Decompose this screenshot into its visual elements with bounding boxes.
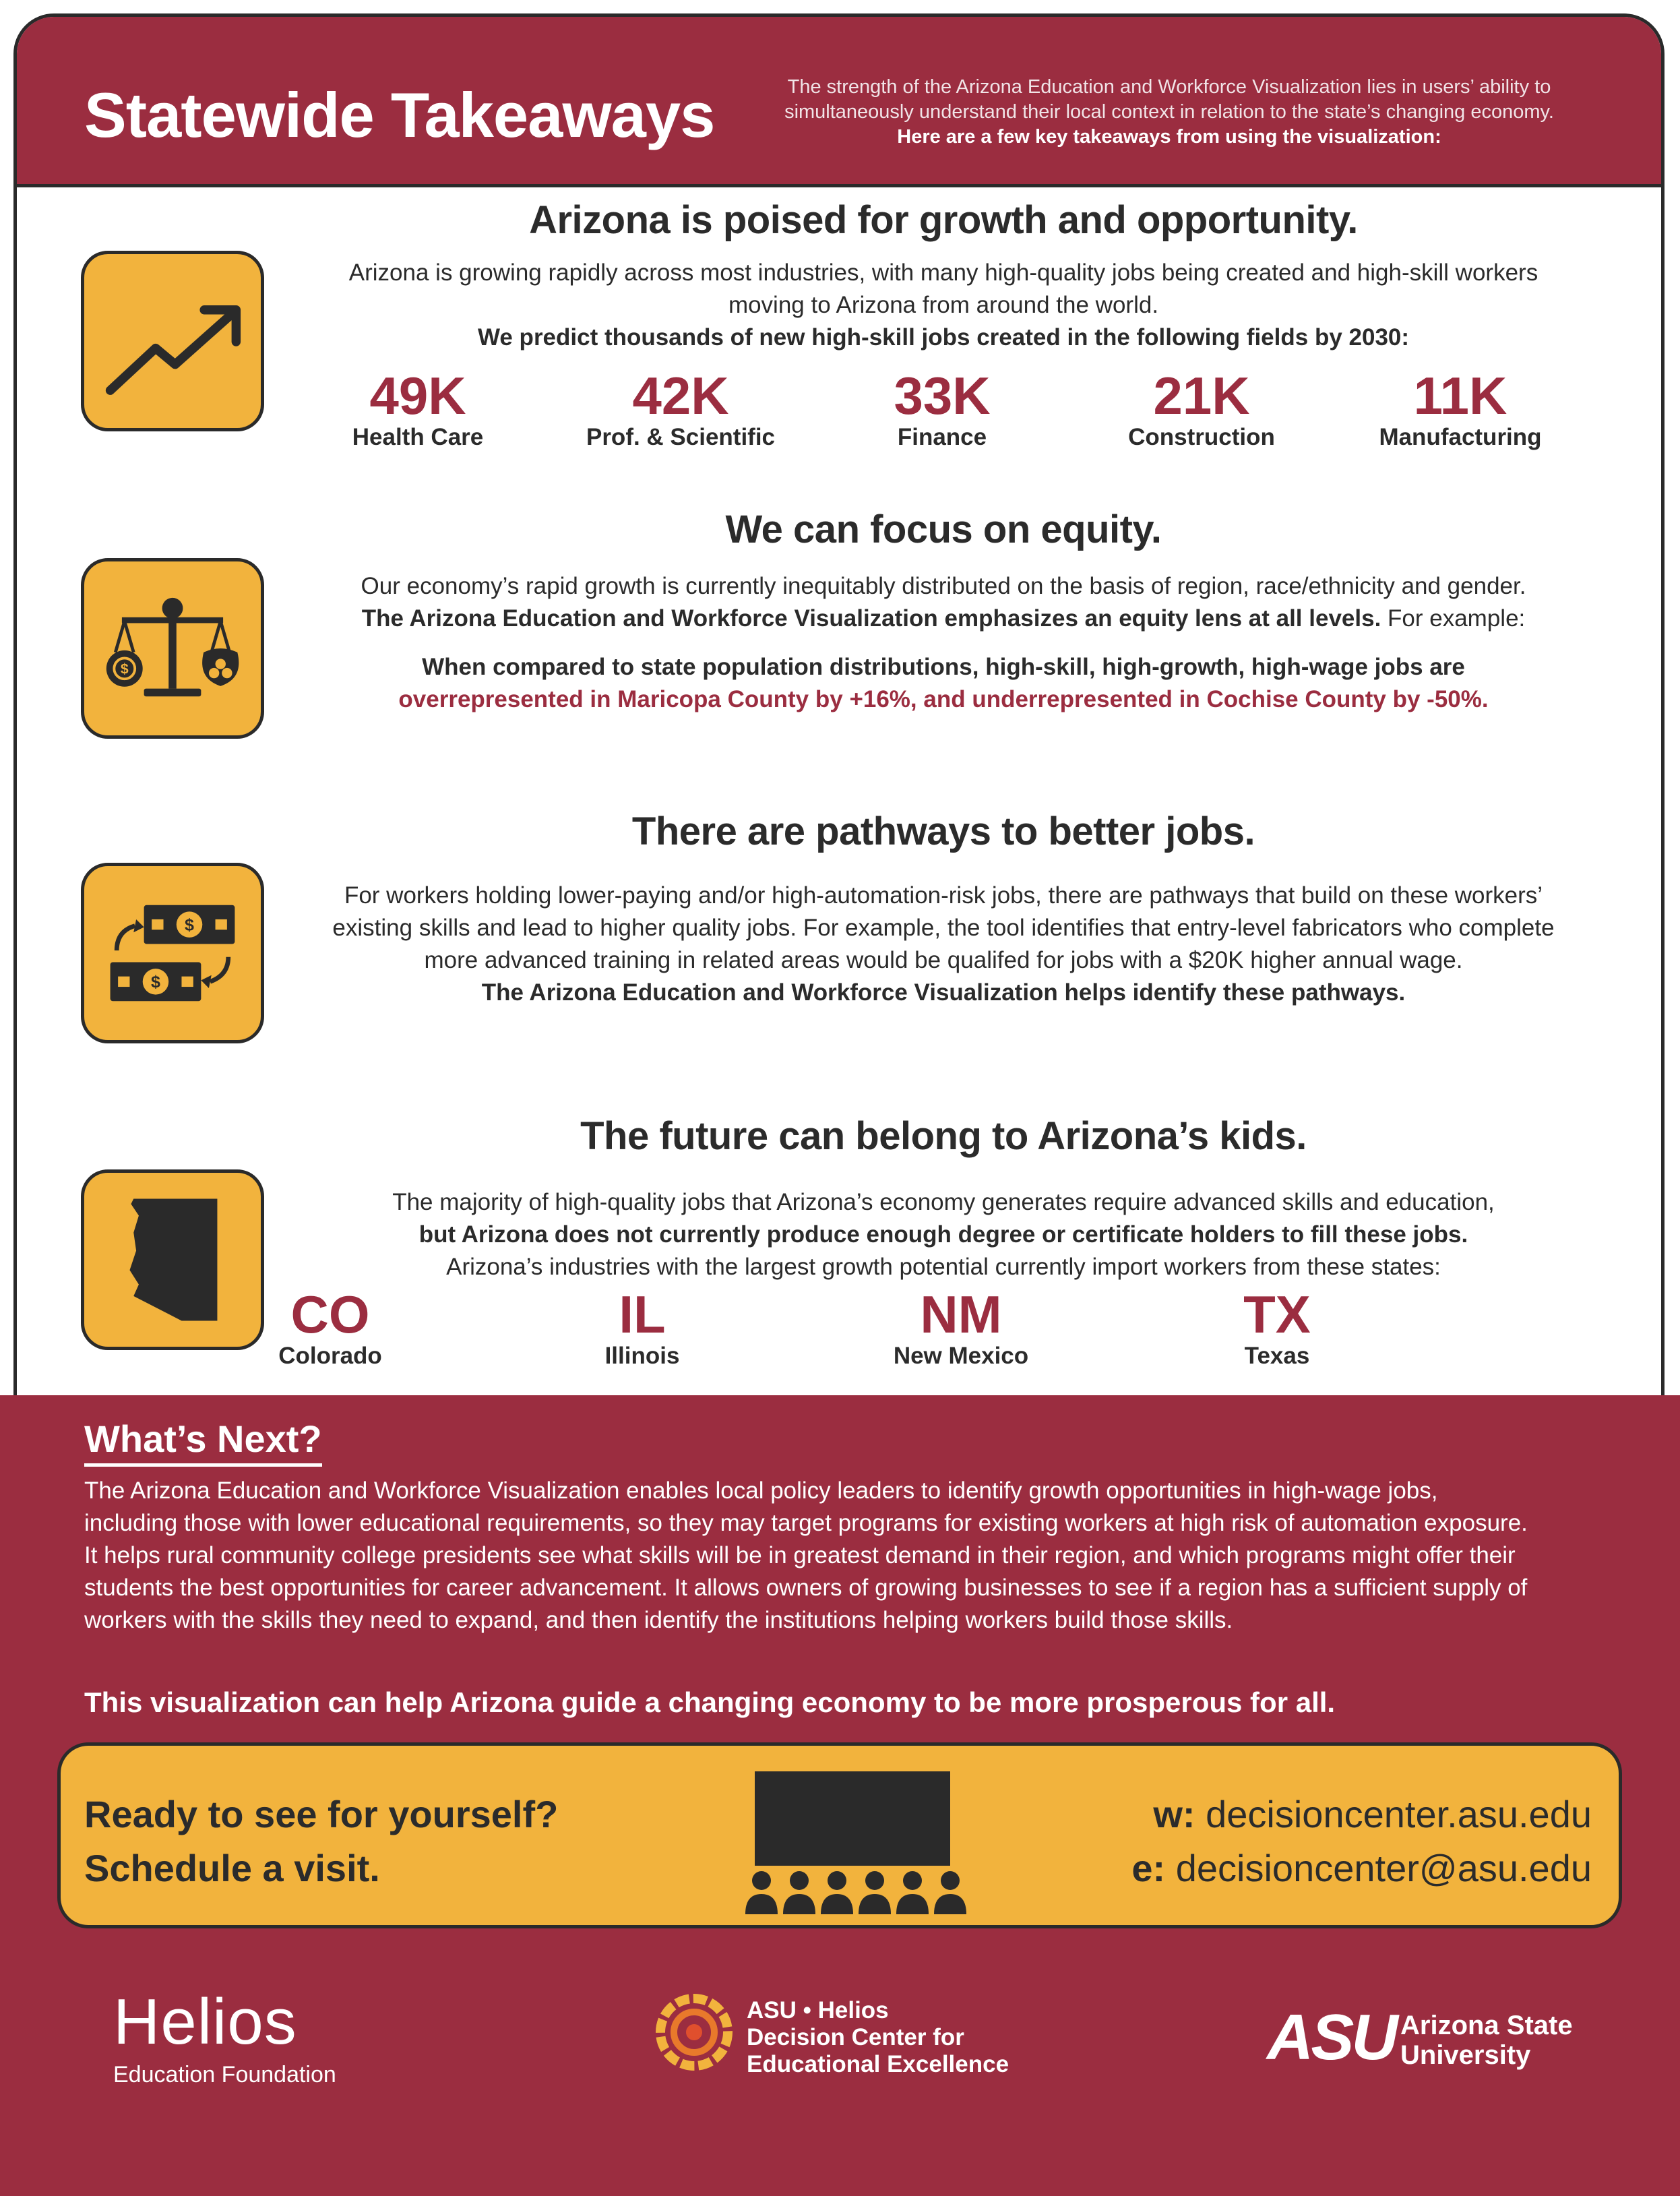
cta-line: Ready to see for yourself? <box>84 1793 559 1835</box>
state-name: Texas <box>1244 1343 1310 1369</box>
whats-next-body <box>84 1475 1621 1637</box>
dcee-line: Educational Excellence <box>747 2051 1009 2077</box>
state-name: Colorado <box>278 1343 382 1369</box>
website-link[interactable] <box>1131 1788 1592 1841</box>
whats-next-section <box>0 1395 1680 2196</box>
body-line <box>297 603 1590 635</box>
stat-label: Health Care <box>352 424 484 450</box>
email-label: e: <box>1131 1847 1166 1889</box>
asu-logo-mark: ASU <box>1267 2001 1396 2073</box>
page-title: Statewide Takeaways <box>84 80 715 150</box>
body-line: The Arizona Education and Workforce Visualization enables local policy leaders to identify growth opportunities in high-wage jobs, <box>84 1477 1438 1504</box>
stat-construction <box>1080 367 1323 451</box>
state-colorado <box>209 1286 452 1370</box>
body-line: existing skills and lead to higher quality jobs. For example, the tool identifies that entry-level fabricators who complete <box>332 915 1555 941</box>
email-value: decisioncenter@asu.edu <box>1165 1847 1592 1889</box>
state-name: Illinois <box>604 1343 680 1369</box>
cta-contact <box>1131 1788 1592 1895</box>
body-bold: The Arizona Education and Workforce Visualization emphasizes an equity lens at all levels. <box>361 605 1381 632</box>
state-code: NM <box>920 1285 1002 1344</box>
svg-text:$: $ <box>185 915 194 935</box>
money-exchange-icon <box>81 863 264 1043</box>
asu-line: University <box>1400 2040 1531 2070</box>
svg-text:$: $ <box>151 973 160 992</box>
section-title: Arizona is poised for growth and opportunity. <box>529 198 1358 242</box>
section-title: There are pathways to better jobs. <box>631 810 1255 853</box>
trend-up-icon <box>81 251 264 431</box>
stat-prof-scientific <box>559 367 802 451</box>
dcee-line: ASU • Helios <box>747 1997 889 2023</box>
section-body <box>297 257 1590 354</box>
whats-next-tagline: This visualization can help Arizona guide a changing economy to be more prosperous for all. <box>84 1686 1336 1718</box>
state-new-mexico <box>840 1286 1082 1370</box>
asu-logo <box>1267 2001 1604 2079</box>
stat-value: 42K <box>632 366 729 425</box>
header-intro-line: simultaneously understand their local context in relation to the state’s changing economy. <box>784 101 1554 123</box>
stat-manufacturing <box>1339 367 1582 451</box>
dcee-line: Decision Center for <box>747 2024 964 2050</box>
section-body <box>297 570 1590 635</box>
equity-example <box>297 651 1590 716</box>
body-bold-line: but Arizona does not currently produce enough degree or certificate holders to fill these jobs. <box>418 1221 1468 1248</box>
body-line: Arizona’s industries with the largest growth potential currently import workers from these states: <box>446 1254 1441 1280</box>
body-bold-line: We predict thousands of new high-skill jobs created in the following fields by 2030: <box>477 324 1410 350</box>
stat-value: 11K <box>1413 366 1507 425</box>
scales-icon <box>81 558 264 739</box>
body-line: Our economy’s rapid growth is currently inequitably distributed on the basis of region, race/ethnicity and gender. <box>361 573 1526 599</box>
section-title: We can focus on equity. <box>725 508 1162 551</box>
stat-value: 49K <box>369 366 466 425</box>
example-highlight: overrepresented in Maricopa County by +16%, and underrepresented in Cochise County by -50%. <box>398 686 1489 712</box>
state-code: IL <box>619 1285 666 1344</box>
section-title: The future can belong to Arizona’s kids. <box>580 1114 1307 1158</box>
cta-banner <box>57 1742 1622 1928</box>
body-line: students the best opportunities for career advancement. It allows owners of growing businesses to see if a region has a sufficient supply of <box>84 1575 1528 1601</box>
cta-line: Schedule a visit. <box>84 1847 380 1889</box>
helios-logo-sub: Education Foundation <box>113 2062 336 2087</box>
body-bold-line: The Arizona Education and Workforce Visualization helps identify these pathways. <box>481 979 1406 1006</box>
whats-next-title: What’s Next? <box>84 1417 322 1467</box>
section-body <box>297 880 1590 1009</box>
example-line: When compared to state population distributions, high-skill, high-growth, high-wage jobs are <box>422 654 1465 680</box>
svg-text:$: $ <box>120 661 129 677</box>
web-value: decisioncenter.asu.edu <box>1195 1793 1592 1835</box>
body-line: more advanced training in related areas would be qualifed for jobs with a $20K higher annual wage. <box>424 947 1463 973</box>
dcee-logo-text <box>747 1997 1030 2078</box>
stat-label: Finance <box>897 424 987 450</box>
state-name: New Mexico <box>893 1343 1029 1369</box>
stat-value: 21K <box>1153 366 1250 425</box>
web-label: w: <box>1153 1793 1195 1835</box>
stat-finance <box>821 367 1063 451</box>
asu-line: Arizona State <box>1400 2011 1573 2040</box>
state-illinois <box>521 1286 764 1370</box>
body-tail: For example: <box>1381 605 1526 632</box>
stat-health-care <box>297 367 539 451</box>
body-line: The majority of high-quality jobs that Arizona’s economy generates require advanced skills and education, <box>392 1189 1495 1215</box>
stat-value: 33K <box>894 366 991 425</box>
state-code: CO <box>290 1285 370 1344</box>
body-line: For workers holding lower-paying and/or high-automation-risk jobs, there are pathways that build on these workers’ <box>344 882 1543 909</box>
state-code: TX <box>1243 1285 1311 1344</box>
header-intro-bold: Here are a few key takeaways from using the visualization: <box>897 126 1441 148</box>
header-intro <box>745 75 1594 150</box>
helios-logo <box>113 1988 336 2090</box>
stat-label: Manufacturing <box>1379 424 1542 450</box>
body-line: moving to Arizona from around the world. <box>728 292 1159 318</box>
section-body <box>297 1186 1590 1283</box>
stat-label: Construction <box>1128 424 1275 450</box>
header-intro-line: The strength of the Arizona Education and Workforce Visualization lies in users’ ability to <box>787 76 1551 98</box>
cta-text <box>84 1788 558 1895</box>
body-line: Arizona is growing rapidly across most industries, with many high-quality jobs being created and high-skill workers <box>348 260 1538 286</box>
body-line: It helps rural community college presidents see what skills will be in greatest demand in their region, and which programs might offer their <box>84 1542 1516 1568</box>
email-link[interactable] <box>1131 1841 1592 1895</box>
body-line: workers with the skills they need to expand, and then identify the institutions helping workers build those skills. <box>84 1607 1233 1633</box>
helios-logo-name: Helios <box>113 1986 297 2058</box>
state-texas <box>1156 1286 1398 1370</box>
presentation-audience-icon <box>735 1758 977 1926</box>
asu-logo-text <box>1400 2011 1573 2070</box>
body-line: including those with lower educational requirements, so they may target programs for existing workers at high risk of automation exposure. <box>84 1510 1528 1536</box>
page-header <box>17 17 1661 187</box>
sun-swirl-icon <box>654 1992 735 2073</box>
stat-label: Prof. & Scientific <box>586 424 776 450</box>
